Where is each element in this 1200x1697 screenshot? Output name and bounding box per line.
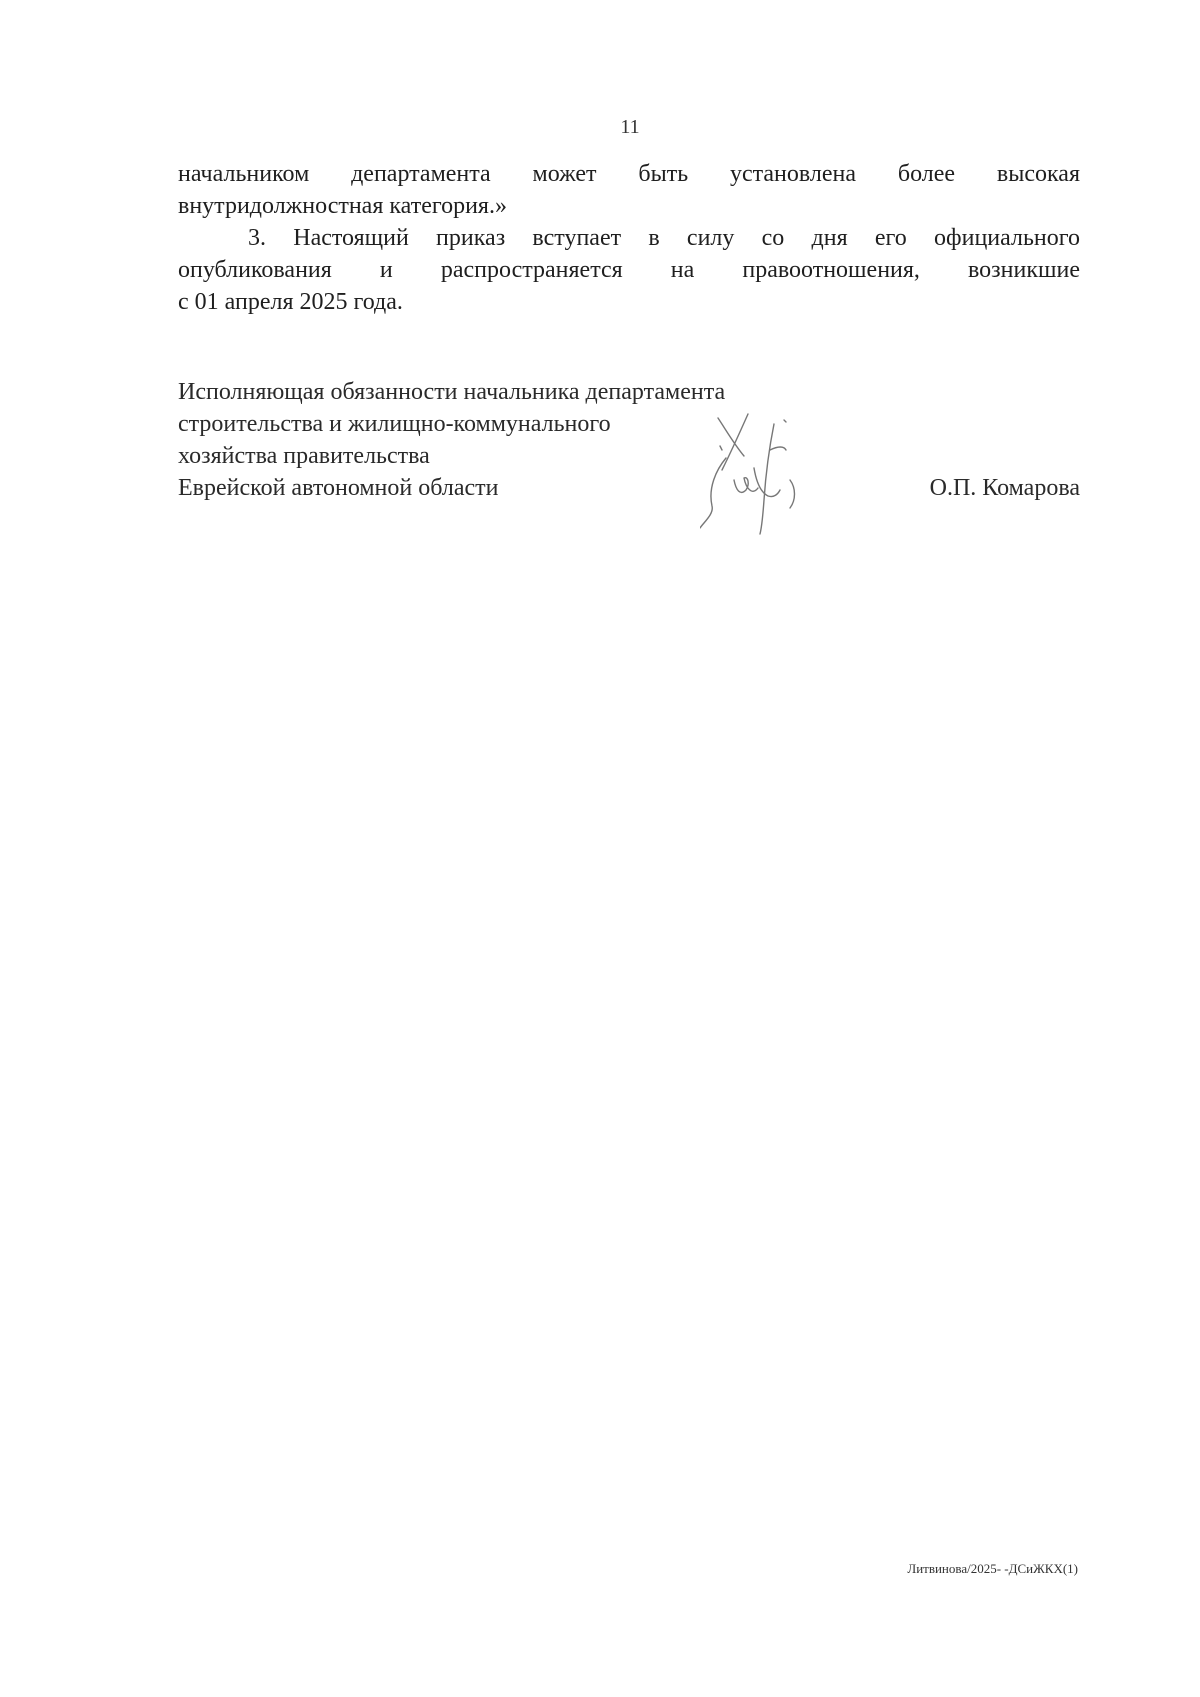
paragraph-line: опубликования и распространяется на правоотношения, возникшие	[178, 257, 1080, 283]
paragraph-line: начальником департамента может быть установлена более высокая	[178, 161, 1080, 187]
position-line: строительства и жилищно-коммунального	[178, 411, 611, 437]
signer-name: О.П. Комарова	[929, 475, 1080, 501]
page-number: 11	[620, 116, 640, 138]
paragraph-3	[178, 222, 1080, 318]
paragraph-continuation	[178, 158, 1080, 222]
footer-document-code: Литвинова/2025- -ДСиЖКХ(1)	[907, 1561, 1078, 1576]
paragraph-line: с 01 апреля 2025 года.	[178, 289, 403, 315]
handwritten-signature-icon	[700, 410, 810, 540]
position-line: Исполняющая обязанности начальника департамента	[178, 379, 726, 405]
paragraph-line: внутридолжностная категория.»	[178, 193, 507, 219]
position-line: Еврейской автономной области	[178, 475, 499, 501]
position-line: хозяйства правительства	[178, 443, 430, 469]
paragraph-line: 3. Настоящий приказ вступает в силу со дня его официального	[248, 225, 1080, 251]
